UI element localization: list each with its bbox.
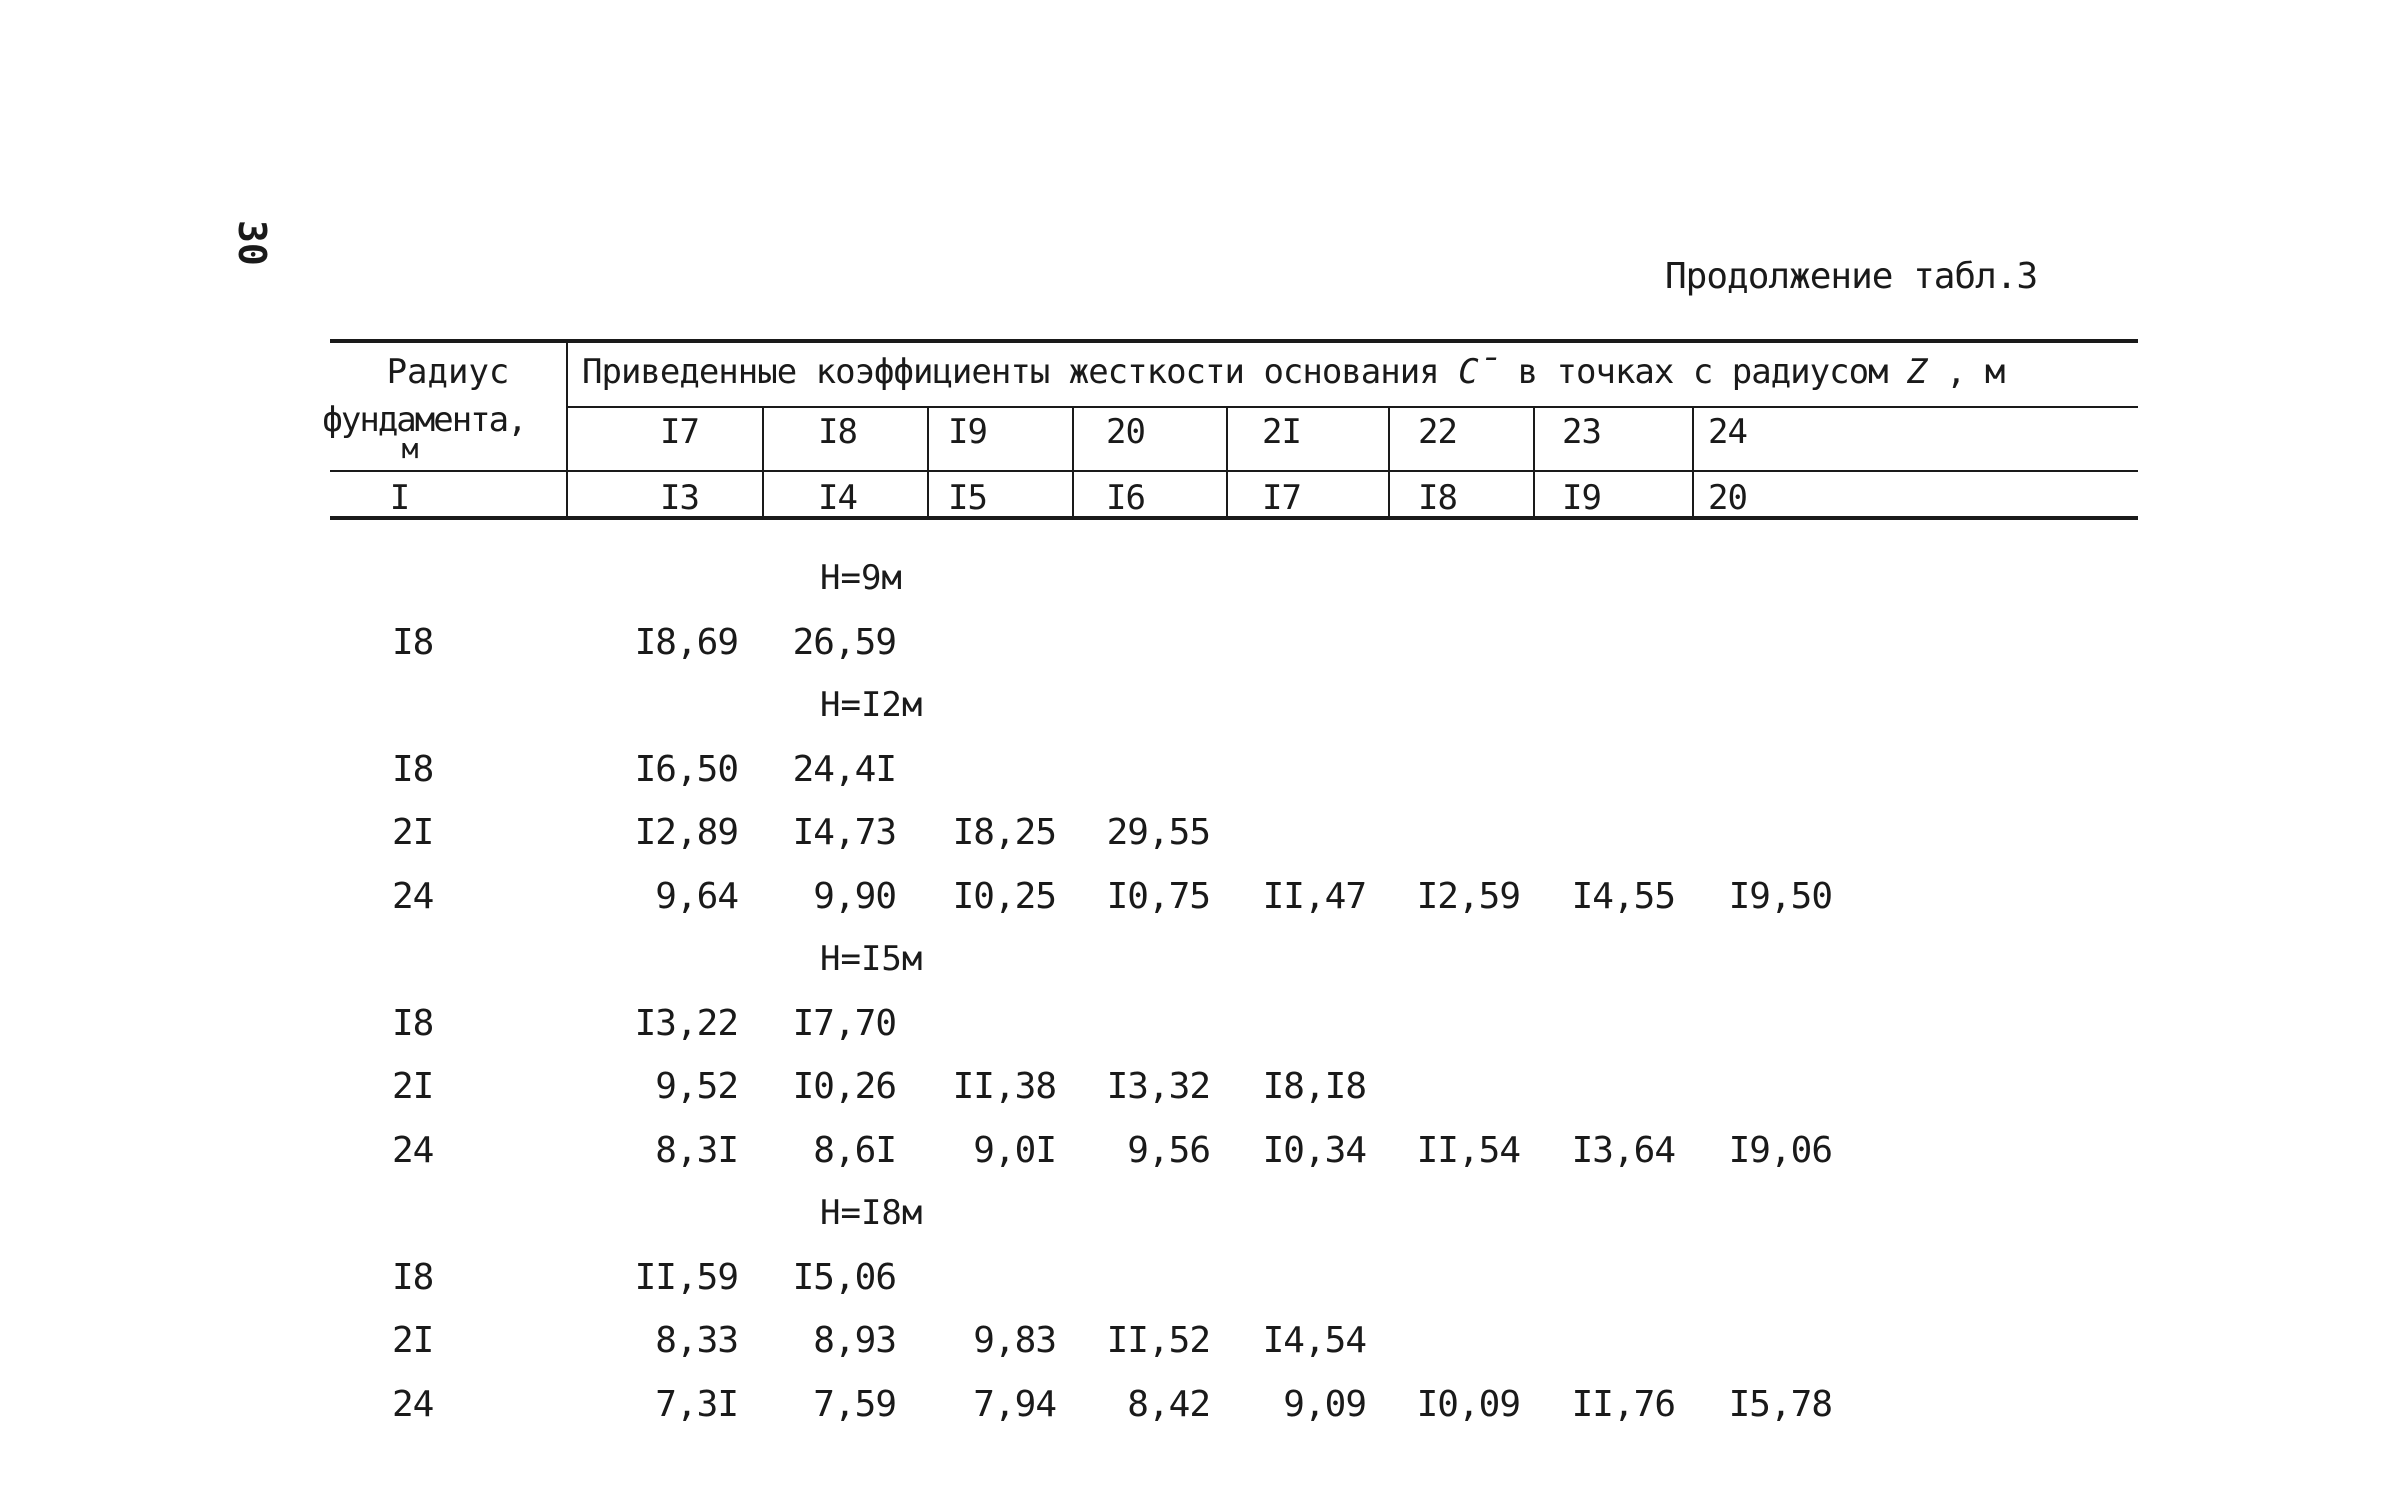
stiffness-value: I0,09 [1416,1383,1520,1425]
stiffness-value: 9,90 [813,875,896,917]
span-header [582,352,2004,392]
stiffness-value: I4,73 [792,812,896,853]
stiffness-value: 7,94 [973,1383,1056,1425]
span-title: Приведенные коэффициенты жесткости основания [582,352,1439,392]
stiffness-value: I8,I8 [1262,1066,1366,1107]
radius-col-number: I [389,478,411,518]
header-top-rule [330,339,2138,343]
stiffness-value: II,76 [1571,1383,1675,1425]
radius-value: 2I [392,1320,434,1361]
col-divider [1533,406,1535,518]
stiffness-symbol: C̄ [1458,352,1499,392]
stiffness-value: I0,25 [952,875,1056,917]
section-label: H=I5м [820,939,923,979]
stiffness-value: 8,93 [813,1320,896,1361]
radius-header-line1: Радиус [386,352,510,392]
stiffness-value: 8,33 [655,1320,738,1361]
stiffness-value: I8,69 [634,621,738,663]
stiffness-value: II,38 [952,1066,1056,1107]
column-number: I4 [818,478,857,518]
stiffness-value: I9,06 [1728,1129,1832,1171]
header-sub-rule [568,406,2138,408]
radius-value: 24 [392,1383,434,1425]
radius-column-header: I9 [948,412,987,452]
stiffness-value: I2,89 [634,812,738,853]
radius-value: I8 [392,1256,434,1298]
stiffness-value: 9,64 [655,875,738,917]
header-number-rule [330,470,2138,472]
stiffness-value: 26,59 [792,621,896,663]
col-divider [762,406,764,518]
column-number: I3 [660,478,699,518]
radius-value: I8 [392,748,434,790]
radius-column-header: 22 [1418,412,1457,452]
stiffness-value: I5,78 [1728,1383,1832,1425]
stiffness-value: I2,59 [1416,875,1520,917]
column-number: I5 [948,478,987,518]
stiffness-value: I0,75 [1106,875,1210,917]
stiffness-value: 24,4I [792,748,896,790]
stiffness-value: 9,56 [1127,1129,1210,1171]
radius-value: I8 [392,1002,434,1044]
radius-value: 2I [392,812,434,853]
column-number: I9 [1562,478,1601,518]
stiffness-value: II,59 [634,1256,738,1298]
section-label: H=I8м [820,1193,923,1233]
radius-value: 24 [392,875,434,917]
column-number: I8 [1418,478,1457,518]
header-divider [566,342,568,518]
radius-value: 24 [392,1129,434,1171]
stiffness-value: 9,09 [1283,1383,1366,1425]
header-bottom-rule [330,516,2138,520]
stiffness-value: 29,55 [1106,812,1210,853]
radius-header-line2: фундамента, [322,400,526,440]
col-divider [927,406,929,518]
stiffness-value: I8,25 [952,812,1056,853]
stiffness-value: I0,34 [1262,1129,1366,1171]
stiffness-value: II,54 [1416,1129,1520,1171]
radius-column-header: I7 [660,412,699,452]
col-divider [1388,406,1390,518]
stiffness-value: 9,83 [973,1320,1056,1361]
stiffness-value: I3,64 [1571,1129,1675,1171]
radius-column-header: 23 [1562,412,1601,452]
section-label: H=I2м [820,685,923,725]
stiffness-value: 8,6I [813,1129,896,1171]
stiffness-value: 7,3I [655,1383,738,1425]
table-caption: Продолжение табл.3 [1665,256,2038,297]
stiffness-value: 9,0I [973,1129,1056,1171]
stiffness-value: I0,26 [792,1066,896,1107]
stiffness-value: 8,3I [655,1129,738,1171]
radius-column-header: 20 [1106,412,1145,452]
stiffness-value: 7,59 [813,1383,896,1425]
radius-header-unit: м [401,432,419,465]
column-number: 20 [1708,478,1747,518]
stiffness-value: II,47 [1262,875,1366,917]
stiffness-value: I5,06 [792,1256,896,1298]
stiffness-value: I7,70 [792,1002,896,1044]
stiffness-value: I9,50 [1728,875,1832,917]
stiffness-value: I3,32 [1106,1066,1210,1107]
section-label: H=9м [820,558,902,598]
radius-value: I8 [392,621,434,663]
radius-value: 2I [392,1066,434,1107]
span-unit: , м [1945,352,2005,392]
stiffness-value: II,52 [1106,1320,1210,1361]
column-number: I6 [1106,478,1145,518]
col-divider [1226,406,1228,518]
col-divider [1692,406,1694,518]
column-number: I7 [1262,478,1301,518]
stiffness-value: I6,50 [634,748,738,790]
radius-column-header: 2I [1262,412,1301,452]
span-middle: в точках с радиусом [1517,352,1888,392]
radius-column-header: I8 [818,412,857,452]
stiffness-value: 8,42 [1127,1383,1210,1425]
page-number: 30 [230,220,274,266]
stiffness-value: I4,55 [1571,875,1675,917]
stiffness-value: I4,54 [1262,1320,1366,1361]
stiffness-value: 9,52 [655,1066,738,1107]
stiffness-value: I3,22 [634,1002,738,1044]
radius-symbol: Z [1907,352,1927,392]
radius-column-header: 24 [1708,412,1747,452]
col-divider [1072,406,1074,518]
